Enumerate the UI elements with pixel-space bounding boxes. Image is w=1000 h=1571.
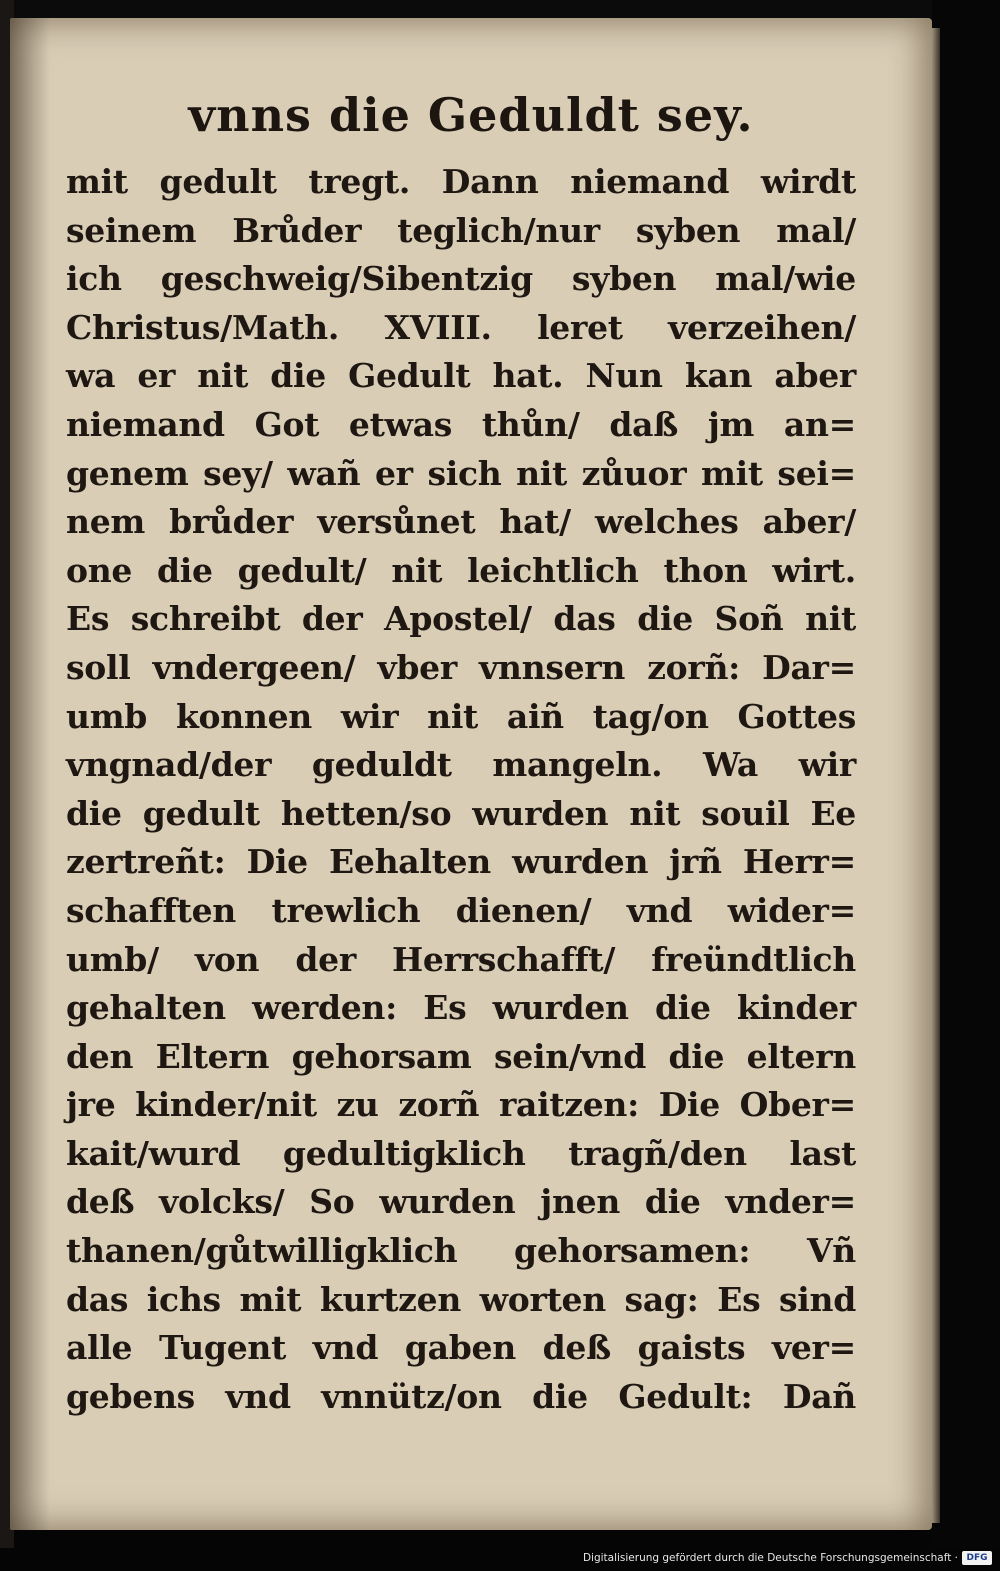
text-line: zertreñt: Die Eehalten wurden jrñ Herr= (66, 842, 856, 882)
scan-border-right (932, 0, 1000, 1571)
text-line: mit gedult tregt. Dann niemand wirdt (66, 162, 856, 201)
text-line: seinem Brůder teglich/nur syben mal/ (66, 210, 856, 250)
text-line: jre kinder/nit zu zorñ raitzen: Die Ober= (66, 1085, 856, 1125)
text-line: gebens vnd vnnütz/on die Gedult: Dañ (66, 1376, 856, 1416)
text-line: den Eltern gehorsam sein/vnd die eltern (66, 1036, 856, 1076)
text-line: Es schreibt der Apostel/ das die Soñ nit (66, 599, 856, 639)
text-line: das ichs mit kurtzen worten sag: Es sind (66, 1279, 856, 1319)
text-line: gehalten werden: Es wurden die kinder (66, 988, 856, 1028)
running-head: vnns die Geduldt sey. (188, 88, 754, 142)
text-line: thanen/gůtwilligklich gehorsamen: Vñ (66, 1231, 856, 1271)
text-line: genem sey/ wañ er sich nit zůuor mit sei= (66, 453, 856, 493)
text-line: one die gedult/ nit leichtlich thon wirt. (66, 550, 856, 590)
text-line: umb/ von der Herrschafft/ freündtlich (66, 939, 856, 979)
text-line: nem brůder versůnet hat/ welches aber/ (66, 502, 856, 542)
text-line: soll vndergeen/ vber vnnsern zorñ: Dar= (66, 647, 856, 687)
text-line: die gedult hetten/so wurden nit souil Ee (66, 793, 856, 833)
text-block (66, 158, 856, 1421)
text-line: wa er nit die Gedult hat. Nun kan aber (66, 356, 856, 396)
page-fore-edge (932, 28, 940, 1523)
dfg-logo: DFG (962, 1551, 992, 1565)
text-line: ich geschweig/Sibentzig syben mal/wie (66, 259, 856, 299)
text-line: niemand Got etwas thůn/ daß jm an= (66, 404, 856, 444)
book-page (10, 18, 932, 1530)
digitization-credit: Digitalisierung gefördert durch die Deutsche Forschungsgemeinschaft · (582, 1552, 958, 1564)
text-line: vngnad/der geduldt mangeln. Wa wir (66, 745, 856, 785)
text-line: alle Tugent vnd gaben deß gaists ver= (66, 1328, 856, 1368)
scan-border-top (0, 0, 1000, 18)
text-line: Christus/Math. XVIII. leret verzeihen/ (66, 307, 856, 347)
text-line: umb konnen wir nit aiñ tag/on Gottes (66, 696, 856, 736)
text-line: kait/wurd gedultigklich tragñ/den last (66, 1133, 856, 1173)
text-line: schafften trewlich dienen/ vnd wider= (66, 890, 856, 930)
text-line: deß volcks/ So wurden jnen die vnder= (66, 1182, 856, 1222)
